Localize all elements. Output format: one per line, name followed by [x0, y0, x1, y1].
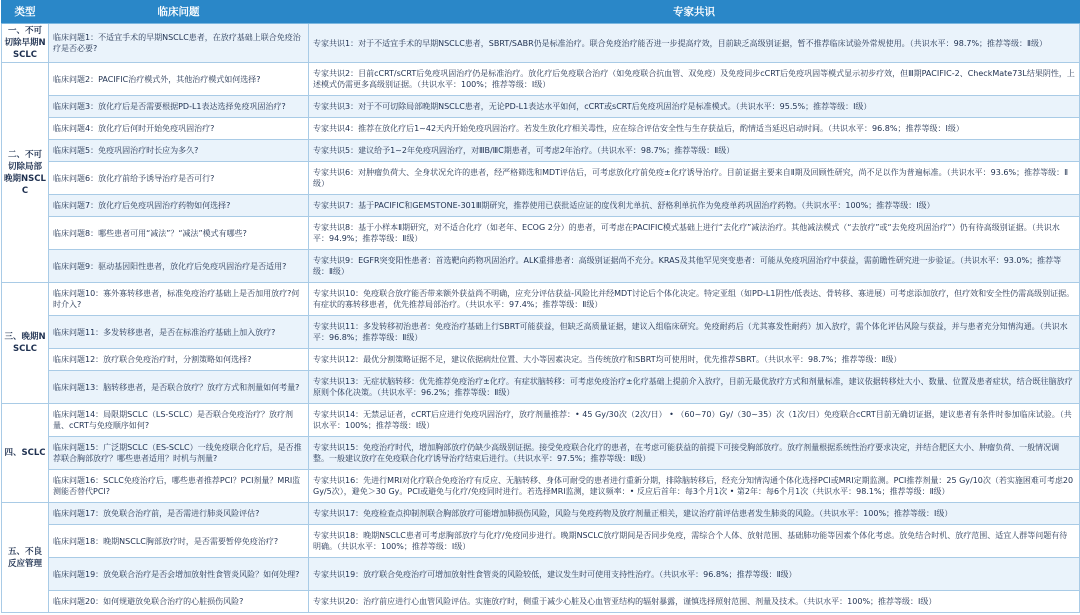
question-cell: 临床问题16：SCLC免疫治疗后，哪些患者推荐PCI？PCI剂量？MRI监测能否替代PCI? — [49, 470, 309, 503]
consensus-cell: 专家共识20：治疗前应进行心血管风险评估。实施放疗时，侧重于减少心脏及心血管亚结构的辐射暴露，谨慎选择照射范围、剂量及技术。（共识水平：100%；推荐等级：Ⅰ级） — [309, 591, 1080, 613]
question-cell: 临床问题6：放化疗前给予诱导治疗是否可行? — [49, 162, 309, 195]
consensus-cell: 专家共识1：对于不适宜手术的早期NSCLC患者，SBRT/SABR仍是标准治疗。联合免疫治疗能否进一步提高疗效，目前缺乏高级别证据，暂不推荐临床试验外常规使用。（共识水平：98.7%；推荐等级：Ⅱ级） — [309, 24, 1080, 63]
consensus-cell: 专家共识5：建议给予1~2年免疫巩固治疗，对ⅢB/ⅢC期患者，可考虑2年治疗。（共识水平：98.7%；推荐等级：Ⅱ级） — [309, 140, 1080, 162]
table-row — [2, 217, 1080, 250]
consensus-cell: 专家共识9：EGFR突变阳性患者：首选靶向药物巩固治疗。ALK重排患者：高级别证据尚不充分。KRAS及其他罕见突变患者：可能从免疫巩固治疗中获益，需前瞻性研究进一步验证。（共识水平：93.0%；推荐等级：Ⅱ级） — [309, 250, 1080, 283]
consensus-cell: 专家共识14：无禁忌证者，cCRT后应进行免疫巩固治疗，放疗剂量推荐：• 45 Gy/30次（2次/日） • （60~70）Gy/（30~35）次（1次/日）免疫联合cCRT目前无确切证据，建议患者有条件时参加临床试验。（共识水平：100%；推荐等级：Ⅰ级） — [309, 404, 1080, 437]
category-early-nsclc: 一、不可切除早期NSCLC — [2, 24, 49, 63]
table-row — [2, 437, 1080, 470]
question-cell: 临床问题8：哪些患者可用“减法”？“减法”模式有哪些? — [49, 217, 309, 250]
table-row — [2, 118, 1080, 140]
table-row — [2, 404, 1080, 437]
consensus-cell: 专家共识3：对于不可切除局部晚期NSCLC患者，无论PD-L1表达水平如何，cCRT或sCRT后免疫巩固治疗是标准模式。（共识水平：95.5%；推荐等级：Ⅰ级） — [309, 96, 1080, 118]
consensus-cell: 专家共识12：最优分割策略证据不足，建议依据病灶位置、大小等因素决定。当传统放疗和SBRT均可使用时，优先推荐SBRT。（共识水平：98.7%；推荐等级：Ⅱ级） — [309, 349, 1080, 371]
question-cell: 临床问题18：晚期NSCLC胸部放疗时，是否需要暂停免疫治疗? — [49, 525, 309, 558]
consensus-cell: 专家共识6：对肿瘤负荷大、全身状况允许的患者，经严格筛选和MDT评估后，可考虑放化疗前免疫±化疗诱导治疗。目前证据主要来自Ⅱ期及回顾性研究，尚不足以作为普遍标准。（共识水平：93.6%；推荐等级：Ⅱ级） — [309, 162, 1080, 195]
header-question: 临床问题 — [49, 1, 309, 24]
table-row — [2, 316, 1080, 349]
table-row — [2, 195, 1080, 217]
question-cell: 临床问题17：放免联合治疗前，是否需进行肺炎风险评估? — [49, 503, 309, 525]
question-cell: 临床问题19：放免联合治疗是否会增加放射性食管炎风险？如何处理? — [49, 558, 309, 591]
table-row — [2, 371, 1080, 404]
table-row — [2, 558, 1080, 591]
table-header-row — [2, 1, 1080, 24]
table-row — [2, 24, 1080, 63]
table-row — [2, 250, 1080, 283]
consensus-cell: 专家共识8：基于小样本Ⅱ期研究，对不适合化疗（如老年、ECOG 2分）的患者，可考虑在PACIFIC模式基础上进行“去化疗”减法治疗。其他减法模式（“去放疗”或“去免疫巩固治疗”）仍有待高级别证据。（共识水平：94.9%；推荐等级：Ⅱ级） — [309, 217, 1080, 250]
consensus-cell: 专家共识15：免疫治疗时代，增加胸部放疗仍缺少高级别证据。接受免疫联合化疗的患者，在考虑可能获益的前提下可接受胸部放疗。放疗剂量根据系统性治疗要求决定，并结合肥区大小、肿瘤负荷、一般情况调整。一般建议放疗在免疫联合化疗诱导治疗结束后进行。（共识水平：97.5%；推荐等级：Ⅱ级） — [309, 437, 1080, 470]
question-cell: 临床问题12：放疗联合免疫治疗时，分割策略如何选择? — [49, 349, 309, 371]
header-consensus: 专家共识 — [309, 1, 1080, 24]
consensus-table — [1, 0, 1080, 613]
question-cell: 临床问题10：寡外寡转移患者，标准免疫治疗基础上是否加用放疗?何时介入? — [49, 283, 309, 316]
question-cell: 临床问题7：放化疗后免疫巩固治疗药物如何选择? — [49, 195, 309, 217]
category-advanced-nsclc: 三、晚期NSCLC — [2, 283, 49, 404]
table-row — [2, 591, 1080, 613]
category-sclc: 四、SCLC — [2, 404, 49, 503]
consensus-cell: 专家共识18：晚期NSCLC患者可考虑胸部放疗与化疗/免疫同步进行。晚期NSCLC放疗期间是否同步免疫，需综合个人体、放射范围、基础肺功能等因素个体化考虑。放免结合时机、放疗范围、适宜人群等问题有待明确。（共识水平：100%；推荐等级：Ⅰ级） — [309, 525, 1080, 558]
question-cell: 临床问题5：免疫巩固治疗时长应为多久? — [49, 140, 309, 162]
table-row — [2, 140, 1080, 162]
question-cell: 临床问题4：放化疗后何时开始免疫巩固治疗? — [49, 118, 309, 140]
table-row — [2, 503, 1080, 525]
question-cell: 临床问题9：驱动基因阳性患者，放化疗后免疫巩固治疗是否适用? — [49, 250, 309, 283]
consensus-cell: 专家共识2：目前cCRT/sCRT后免疫巩固治疗仍是标准治疗。放化疗后免疫联合治疗（如免疫联合抗血管、双免疫）及免疫同步cCRT后免疫巩固等模式显示初步疗效，但Ⅲ期PACIFIC-2、CheckMate73L结果阴性，上述模式仍需更多高级别证据。（共识水平：100%；推荐等级：Ⅰ级） — [309, 63, 1080, 96]
table-row — [2, 63, 1080, 96]
category-locally-advanced-nsclc: 二、不可切除局部晚期NSCLC — [2, 63, 49, 283]
question-cell: 临床问题15：广泛期SCLC（ES-SCLC）一线免疫联合化疗后，是否推荐联合胸部放疗？哪些患者适用？时机与剂量? — [49, 437, 309, 470]
table-row — [2, 283, 1080, 316]
header-type: 类型 — [2, 1, 49, 24]
question-cell: 临床问题20：如何规避放免联合治疗的心脏损伤风险? — [49, 591, 309, 613]
table-row — [2, 525, 1080, 558]
table-row — [2, 162, 1080, 195]
question-cell: 临床问题13：脑转移患者，是否联合放疗？放疗方式和剂量如何考量? — [49, 371, 309, 404]
consensus-cell: 专家共识7：基于PACIFIC和GEMSTONE-301Ⅲ期研究，推荐使用已获批适应证的度伐利尤单抗、舒格利单抗作为免疫单药巩固治疗药物。（共识水平：100%；推荐等级：Ⅰ级） — [309, 195, 1080, 217]
question-cell: 临床问题3：放化疗后是否需要根据PD-L1表达选择免疫巩固治疗? — [49, 96, 309, 118]
table-row — [2, 349, 1080, 371]
consensus-cell: 专家共识19：放疗联合免疫治疗可增加放射性食管炎的风险较低，建议发生时可使用支持性治疗。（共识水平：96.8%；推荐等级：Ⅱ级） — [309, 558, 1080, 591]
category-adverse-reaction: 五、不良反应管理 — [2, 503, 49, 613]
question-cell: 临床问题11：多发转移患者，是否在标准治疗基础上加入放疗? — [49, 316, 309, 349]
table-row — [2, 470, 1080, 503]
consensus-cell: 专家共识11：多发转移初治患者：免疫治疗基础上行SBRT可能获益，但缺乏高质量证据，建议入组临床研究。免疫耐药后（尤其寡发性耐药）加入放疗，需个体化评估风险与获益，并与患者充分知情沟通。（共识水平：96.8%；推荐等级：Ⅱ级） — [309, 316, 1080, 349]
consensus-cell: 专家共识16：先进行MRI对化疗联合免疫治疗有反应、无脑转移、身体可耐受的患者进行重新分期，排除脑转移后，经充分知情沟通个体化选择PCI或MRI定期监测。PCI推荐剂量：25 Gy/10次（若实施困难可考虑20 Gy/5次），避免＞30 Gy。PCI或避免与化疗/免疫同时进行。若选择MRI监测，建议频率：• 反应后首年：每3个月1次 • 第2年：每6个月1次（共识水平：98.1%；推荐等级：Ⅱ级） — [309, 470, 1080, 503]
consensus-cell: 专家共识4：推荐在放化疗后1~42天内开始免疫巩固治疗。若发生放化疗相关毒性，应在综合评估安全性与生存获益后，酌情适当延迟启动时间。（共识水平：96.8%；推荐等级：Ⅰ级） — [309, 118, 1080, 140]
question-cell: 临床问题1：不适宜手术的早期NSCLC患者，在放疗基础上联合免疫治疗是否必要? — [49, 24, 309, 63]
consensus-cell: 专家共识10：免疫联合放疗能否带来额外获益尚不明确，应充分评估获益-风险比并经MDT讨论后个体化决定。特定亚组（如PD-L1阴性/低表达、骨转移、寡进展）可考虑添加放疗，但疗效和安全性仍需高级别证据。有症状的寡转移患者，优先推荐局部治疗。（共识水平：97.4%；推荐等级：Ⅱ级） — [309, 283, 1080, 316]
consensus-cell: 专家共识13：无症状脑转移：优先推荐免疫治疗±化疗。有症状脑转移：可考虑免疫治疗±化疗基础上提前介入放疗，目前无最优放疗方式和剂量标准，建议依据转移灶大小、数量、位置及患者症状，结合既往脑放疗原则个体化决策。（共识水平：96.2%；推荐等级：Ⅱ级） — [309, 371, 1080, 404]
consensus-cell: 专家共识17：免疫检查点抑制剂联合胸部放疗可能增加肺损伤风险，风险与免疫药物及放疗剂量正相关，建议治疗前评估患者发生肺炎的风险。（共识水平：100%；推荐等级：Ⅰ级） — [309, 503, 1080, 525]
table-row — [2, 96, 1080, 118]
question-cell: 临床问题14：局限期SCLC（LS-SCLC）是否联合免疫治疗？放疗剂量、cCRT与免疫顺序如何? — [49, 404, 309, 437]
question-cell: 临床问题2：PACIFIC治疗模式外，其他治疗模式如何选择? — [49, 63, 309, 96]
